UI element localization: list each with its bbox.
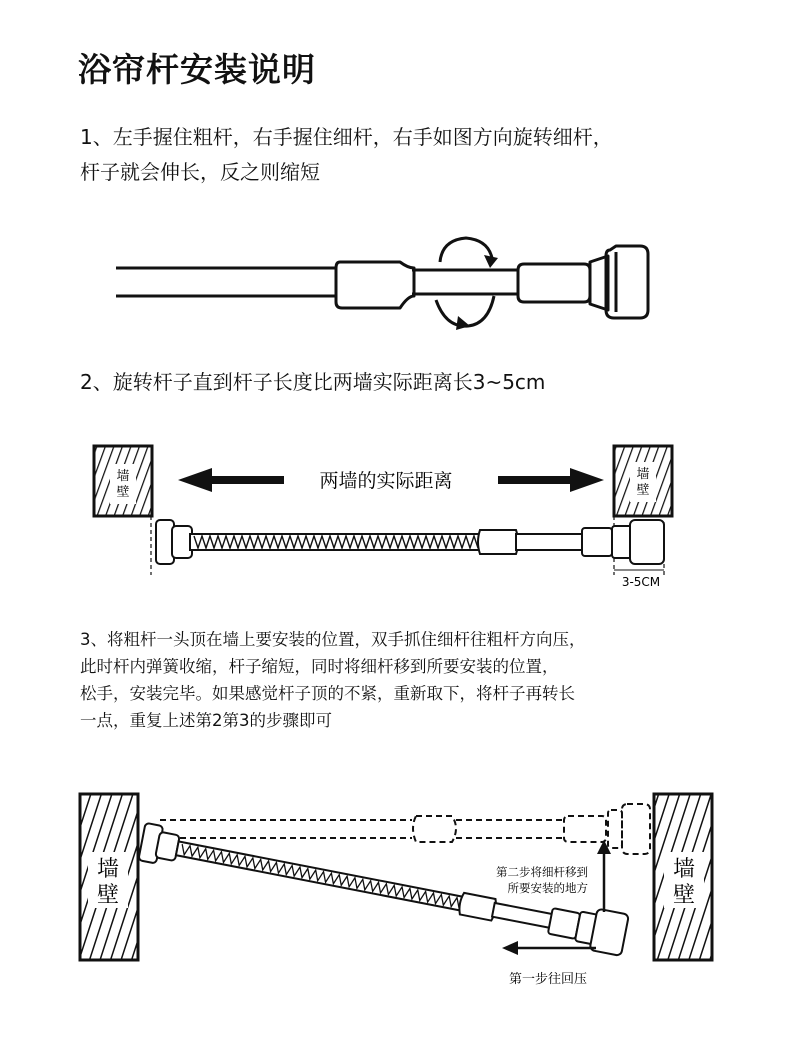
left-wall-install (80, 794, 138, 960)
arrow-right-icon (498, 468, 604, 492)
second-step-line2: 所要安装的地方 (507, 881, 588, 895)
right-wall (614, 446, 672, 516)
diagram-install (0, 780, 790, 1000)
step3-line1: 3、将粗杆一头顶在墙上要安装的位置，双手抓住细杆往粗杆方向压， (80, 630, 586, 649)
step3-instructions (80, 626, 730, 734)
arrow-left-icon (178, 468, 284, 492)
first-step-label: 第一步往回压 (508, 972, 588, 987)
distance-label: 两墙的实际距离 (319, 470, 453, 492)
right-wall-install-label-top: 墙 (672, 857, 696, 882)
right-wall-label-top: 墙 (636, 467, 650, 482)
left-wall-install-label-bottom: 壁 (96, 883, 120, 908)
left-wall-install-label-top: 墙 (96, 857, 120, 882)
second-step-line1: 第二步将细杆移到 (496, 865, 588, 879)
step1-line1: 1、左手握住粗杆，右手握住细杆，右手如图方向旋转细杆， (80, 125, 613, 149)
step2-instructions: 2、旋转杆子直到杆子长度比两墙实际距离长3~5cm (80, 370, 546, 394)
arrow-back-icon (502, 941, 518, 955)
step3-line4: 一点，重复上述第2第3的步骤即可 (80, 711, 332, 730)
extra-length-label: 3-5CM (621, 575, 661, 589)
page-title: 浴帘杆安装说明 (78, 50, 316, 89)
step3-line2: 此时杆内弹簧收缩，杆子缩短，同时将细杆移到所要安装的位置， (80, 657, 559, 676)
diagram-measure (0, 430, 790, 600)
left-wall-label-bottom: 壁 (116, 485, 130, 500)
right-wall-install (654, 794, 712, 960)
left-wall-label-top: 墙 (116, 469, 130, 484)
step1-line2: 杆子就会伸长，反之则缩短 (80, 160, 320, 184)
left-wall (94, 446, 152, 516)
step3-line3: 松手，安装完毕。如果感觉杆子顶的不紧，重新取下，将杆子再转长 (80, 684, 575, 703)
right-wall-label-bottom: 壁 (636, 483, 650, 498)
right-wall-install-label-bottom: 壁 (672, 883, 696, 908)
